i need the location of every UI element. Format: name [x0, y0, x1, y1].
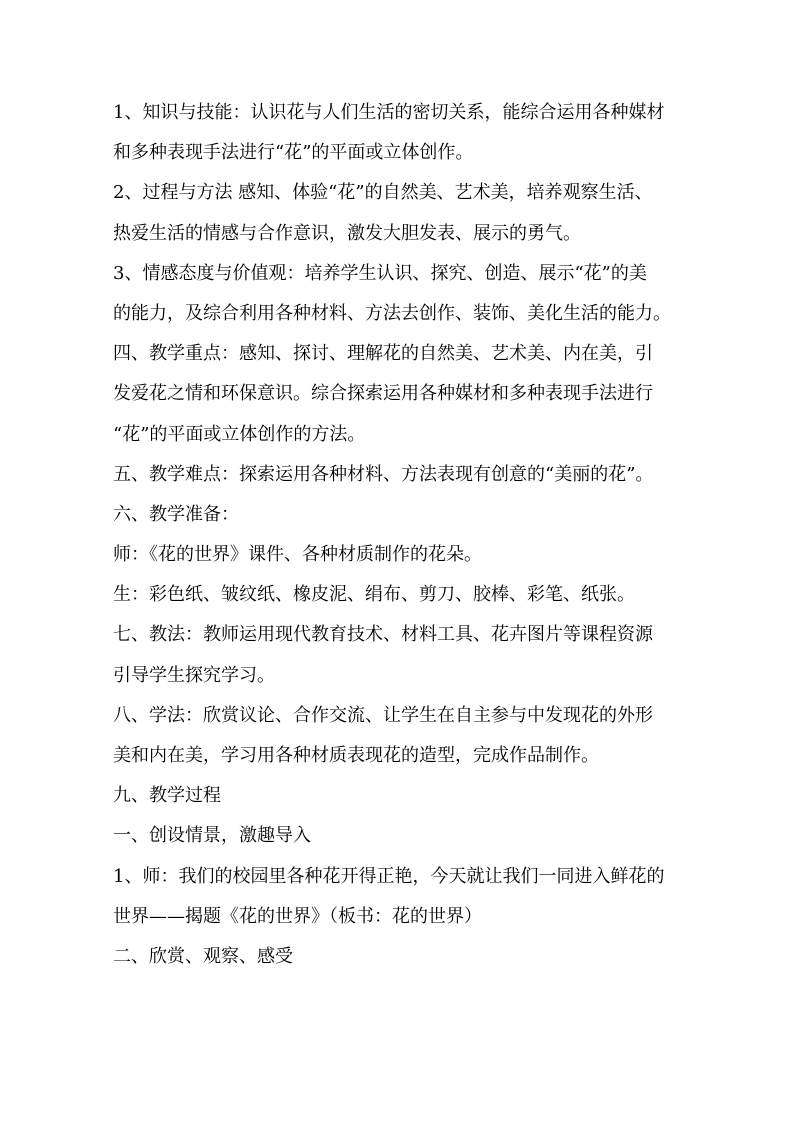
text-line: 七、教法：教师运用现代教育技术、材料工具、花卉图片等课程资源	[113, 624, 653, 646]
text-line: 九、教学过程	[113, 785, 221, 807]
text-line: 二、欣赏、观察、感受	[113, 945, 293, 967]
text-line: 五、教学难点：探索运用各种材料、方法表现有创意的“美丽的花”。	[113, 463, 654, 485]
text-line: 八、学法：欣赏议论、合作交流、让学生在自主参与中发现花的外形	[113, 704, 653, 726]
text-line: 引导学生探究学习。	[113, 664, 275, 686]
text-line: 1、师：我们的校园里各种花开得正艳，今天就让我们一同进入鲜花的	[113, 865, 665, 887]
text-line: “花”的平面或立体创作的方法。	[113, 423, 366, 445]
text-line: 3、情感态度与价值观：培养学生认识、探究、创造、展示“花”的美	[113, 262, 647, 284]
text-line: 和多种表现手法进行“花”的平面或立体创作。	[113, 142, 474, 164]
text-line: 美和内在美，学习用各种材质表现花的造型，完成作品制作。	[113, 745, 599, 766]
text-line: 热爱生活的情感与合作意识，激发大胆发表、展示的勇气。	[113, 222, 581, 244]
text-line: 发爱花之情和环保意识。综合探索运用各种媒材和多种表现手法进行	[113, 383, 653, 405]
text-line: 2、过程与方法 感知、体验“花”的自然美、艺术美，培养观察生活、	[113, 182, 653, 204]
text-line: 师：《花的世界》课件、各种材质制作的花朵。	[113, 544, 482, 566]
text-line: 生：彩色纸、皱纹纸、橡皮泥、绢布、剪刀、胶棒、彩笔、纸张。	[113, 584, 635, 606]
text-line: 的能力，及综合利用各种材料、方法去创作、装饰、美化生活的能力。	[113, 302, 671, 324]
text-line: 六、教学准备：	[113, 503, 239, 525]
document-body	[113, 93, 693, 977]
text-line: 1、知识与技能：认识花与人们生活的密切关系，能综合运用各种媒材	[113, 102, 665, 123]
text-line: 世界——揭题《花的世界》（板书：花的世界）	[113, 905, 482, 927]
text-line: 四、教学重点：感知、探讨、理解花的自然美、艺术美、内在美，引	[113, 343, 653, 365]
text-line: 一、创设情景，激趣导入	[113, 825, 311, 847]
